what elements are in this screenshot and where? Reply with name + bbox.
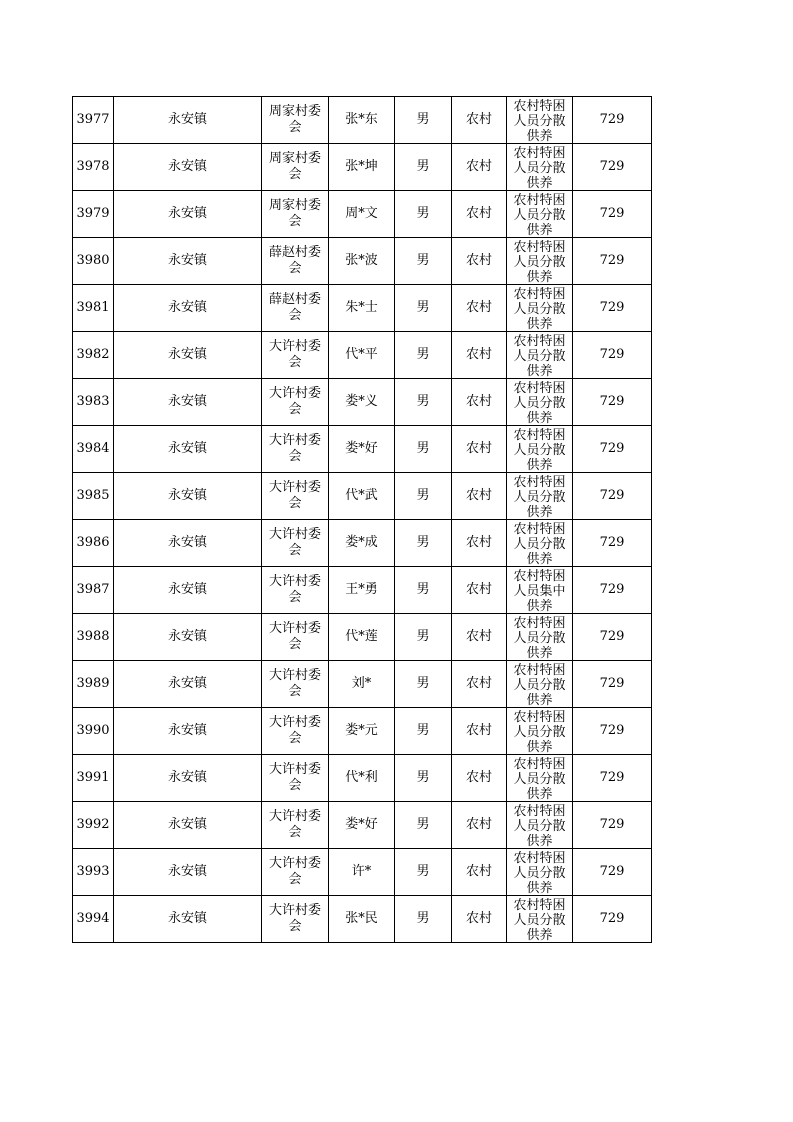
cell-support-type [507,520,573,567]
cell-village-committee-text: 大许村委会 [268,903,321,934]
cell-serial-number: 3977 [73,97,114,144]
cell-support-type-text: 农村特困人员分散供养 [513,428,566,472]
cell-amount: 729 [573,567,652,614]
cell-person-name: 周*文 [329,191,395,238]
cell-town: 永安镇 [114,238,262,285]
cell-village-committee [262,849,329,896]
cell-village-committee [262,661,329,708]
cell-village-committee [262,144,329,191]
cell-person-name: 王*勇 [329,567,395,614]
table-row [73,238,652,285]
cell-person-name: 娄*成 [329,520,395,567]
cell-gender: 男 [395,708,452,755]
cell-amount: 729 [573,661,652,708]
cell-amount: 729 [573,473,652,520]
cell-town: 永安镇 [114,849,262,896]
cell-support-type [507,661,573,708]
cell-support-type-text: 农村特困人员分散供养 [513,663,566,707]
cell-town: 永安镇 [114,708,262,755]
cell-village-committee [262,896,329,943]
cell-village-committee-text: 薛赵村委会 [268,292,321,323]
roster-table [72,96,652,943]
cell-gender: 男 [395,97,452,144]
cell-amount: 729 [573,238,652,285]
cell-person-name: 刘* [329,661,395,708]
cell-serial-number: 3992 [73,802,114,849]
cell-person-name: 张*民 [329,896,395,943]
cell-village-committee [262,614,329,661]
cell-amount: 729 [573,708,652,755]
table-row [73,332,652,379]
cell-area-type: 农村 [452,238,507,285]
cell-serial-number: 3984 [73,426,114,473]
cell-support-type-text: 农村特困人员分散供养 [513,381,566,425]
cell-support-type [507,191,573,238]
cell-amount: 729 [573,285,652,332]
cell-person-name: 代*利 [329,755,395,802]
cell-gender: 男 [395,238,452,285]
cell-serial-number: 3990 [73,708,114,755]
table-row [73,661,652,708]
cell-village-committee-text: 大许村委会 [268,480,321,511]
cell-area-type: 农村 [452,802,507,849]
cell-serial-number: 3986 [73,520,114,567]
cell-town: 永安镇 [114,755,262,802]
cell-village-committee [262,97,329,144]
cell-support-type-text: 农村特困人员分散供养 [513,710,566,754]
cell-town: 永安镇 [114,144,262,191]
cell-village-committee-text: 周家村委会 [268,151,321,182]
cell-village-committee [262,473,329,520]
cell-support-type [507,332,573,379]
cell-town: 永安镇 [114,285,262,332]
cell-serial-number: 3979 [73,191,114,238]
cell-serial-number: 3981 [73,285,114,332]
cell-town: 永安镇 [114,473,262,520]
cell-town: 永安镇 [114,520,262,567]
cell-town: 永安镇 [114,191,262,238]
table-row [73,379,652,426]
cell-area-type: 农村 [452,520,507,567]
cell-person-name: 代*武 [329,473,395,520]
cell-serial-number: 3991 [73,755,114,802]
cell-gender: 男 [395,849,452,896]
cell-serial-number: 3988 [73,614,114,661]
cell-support-type-text: 农村特困人员分散供养 [513,287,566,331]
cell-village-committee-text: 大许村委会 [268,809,321,840]
cell-town: 永安镇 [114,567,262,614]
cell-support-type-text: 农村特困人员集中供养 [513,569,566,613]
cell-support-type-text: 农村特困人员分散供养 [513,99,566,143]
cell-gender: 男 [395,144,452,191]
cell-village-committee [262,379,329,426]
cell-amount: 729 [573,896,652,943]
cell-area-type: 农村 [452,285,507,332]
cell-area-type: 农村 [452,896,507,943]
table-row [73,97,652,144]
cell-person-name: 代*莲 [329,614,395,661]
cell-town: 永安镇 [114,379,262,426]
cell-town: 永安镇 [114,896,262,943]
cell-amount: 729 [573,802,652,849]
cell-area-type: 农村 [452,97,507,144]
cell-amount: 729 [573,379,652,426]
cell-support-type-text: 农村特困人员分散供养 [513,146,566,190]
cell-support-type [507,426,573,473]
cell-village-committee-text: 大许村委会 [268,621,321,652]
cell-gender: 男 [395,379,452,426]
table-row [73,896,652,943]
cell-area-type: 农村 [452,849,507,896]
cell-village-committee [262,191,329,238]
cell-gender: 男 [395,567,452,614]
cell-village-committee-text: 大许村委会 [268,762,321,793]
cell-town: 永安镇 [114,614,262,661]
cell-person-name: 娄*元 [329,708,395,755]
cell-person-name: 张*东 [329,97,395,144]
cell-village-committee-text: 薛赵村委会 [268,245,321,276]
cell-village-committee-text: 周家村委会 [268,104,321,135]
cell-area-type: 农村 [452,332,507,379]
cell-village-committee-text: 大许村委会 [268,856,321,887]
cell-town: 永安镇 [114,802,262,849]
cell-gender: 男 [395,802,452,849]
cell-support-type-text: 农村特困人员分散供养 [513,757,566,801]
cell-support-type-text: 农村特困人员分散供养 [513,334,566,378]
cell-town: 永安镇 [114,332,262,379]
cell-support-type-text: 农村特困人员分散供养 [513,240,566,284]
cell-support-type-text: 农村特困人员分散供养 [513,475,566,519]
cell-person-name: 张*坤 [329,144,395,191]
table-row [73,285,652,332]
cell-support-type-text: 农村特困人员分散供养 [513,522,566,566]
table-row [73,144,652,191]
cell-serial-number: 3985 [73,473,114,520]
cell-gender: 男 [395,426,452,473]
cell-village-committee [262,332,329,379]
cell-area-type: 农村 [452,191,507,238]
table-row [73,473,652,520]
cell-serial-number: 3994 [73,896,114,943]
cell-gender: 男 [395,896,452,943]
cell-amount: 729 [573,97,652,144]
cell-support-type [507,708,573,755]
cell-support-type [507,97,573,144]
cell-person-name: 张*波 [329,238,395,285]
cell-village-committee [262,708,329,755]
cell-village-committee-text: 大许村委会 [268,433,321,464]
cell-support-type [507,849,573,896]
cell-serial-number: 3980 [73,238,114,285]
cell-support-type [507,896,573,943]
cell-support-type [507,144,573,191]
cell-support-type-text: 农村特困人员分散供养 [513,898,566,942]
cell-town: 永安镇 [114,661,262,708]
cell-support-type-text: 农村特困人员分散供养 [513,616,566,660]
table-row [73,755,652,802]
cell-area-type: 农村 [452,708,507,755]
table-row [73,802,652,849]
cell-village-committee [262,238,329,285]
cell-support-type [507,567,573,614]
table-row [73,567,652,614]
cell-serial-number: 3993 [73,849,114,896]
cell-amount: 729 [573,614,652,661]
cell-support-type [507,285,573,332]
cell-serial-number: 3978 [73,144,114,191]
cell-area-type: 农村 [452,567,507,614]
cell-gender: 男 [395,614,452,661]
cell-gender: 男 [395,285,452,332]
table-row [73,191,652,238]
cell-area-type: 农村 [452,426,507,473]
cell-person-name: 娄*好 [329,802,395,849]
cell-support-type [507,802,573,849]
cell-area-type: 农村 [452,144,507,191]
cell-person-name: 代*平 [329,332,395,379]
table-row [73,426,652,473]
cell-town: 永安镇 [114,97,262,144]
cell-village-committee [262,520,329,567]
cell-support-type [507,473,573,520]
cell-support-type [507,379,573,426]
cell-area-type: 农村 [452,379,507,426]
cell-village-committee-text: 大许村委会 [268,386,321,417]
cell-village-committee [262,802,329,849]
cell-serial-number: 3987 [73,567,114,614]
cell-support-type-text: 农村特困人员分散供养 [513,193,566,237]
cell-gender: 男 [395,755,452,802]
cell-area-type: 农村 [452,755,507,802]
cell-area-type: 农村 [452,661,507,708]
cell-gender: 男 [395,191,452,238]
cell-town: 永安镇 [114,426,262,473]
cell-village-committee-text: 大许村委会 [268,715,321,746]
cell-person-name: 许* [329,849,395,896]
cell-amount: 729 [573,520,652,567]
table-row [73,708,652,755]
roster-body [73,97,652,943]
cell-village-committee-text: 大许村委会 [268,574,321,605]
cell-person-name: 朱*士 [329,285,395,332]
table-row [73,520,652,567]
cell-amount: 729 [573,332,652,379]
cell-serial-number: 3982 [73,332,114,379]
cell-support-type-text: 农村特困人员分散供养 [513,851,566,895]
cell-amount: 729 [573,191,652,238]
cell-serial-number: 3983 [73,379,114,426]
cell-village-committee-text: 周家村委会 [268,198,321,229]
cell-village-committee [262,755,329,802]
cell-gender: 男 [395,332,452,379]
cell-amount: 729 [573,849,652,896]
cell-serial-number: 3989 [73,661,114,708]
cell-gender: 男 [395,473,452,520]
cell-village-committee [262,567,329,614]
cell-village-committee-text: 大许村委会 [268,668,321,699]
cell-support-type-text: 农村特困人员分散供养 [513,804,566,848]
cell-support-type [507,614,573,661]
cell-gender: 男 [395,520,452,567]
cell-gender: 男 [395,661,452,708]
cell-amount: 729 [573,144,652,191]
cell-village-committee [262,285,329,332]
cell-village-committee [262,426,329,473]
cell-village-committee-text: 大许村委会 [268,339,321,370]
table-row [73,849,652,896]
cell-amount: 729 [573,426,652,473]
cell-area-type: 农村 [452,614,507,661]
cell-village-committee-text: 大许村委会 [268,527,321,558]
cell-support-type [507,238,573,285]
cell-person-name: 娄*义 [329,379,395,426]
cell-support-type [507,755,573,802]
cell-person-name: 娄*好 [329,426,395,473]
cell-area-type: 农村 [452,473,507,520]
table-row [73,614,652,661]
cell-amount: 729 [573,755,652,802]
